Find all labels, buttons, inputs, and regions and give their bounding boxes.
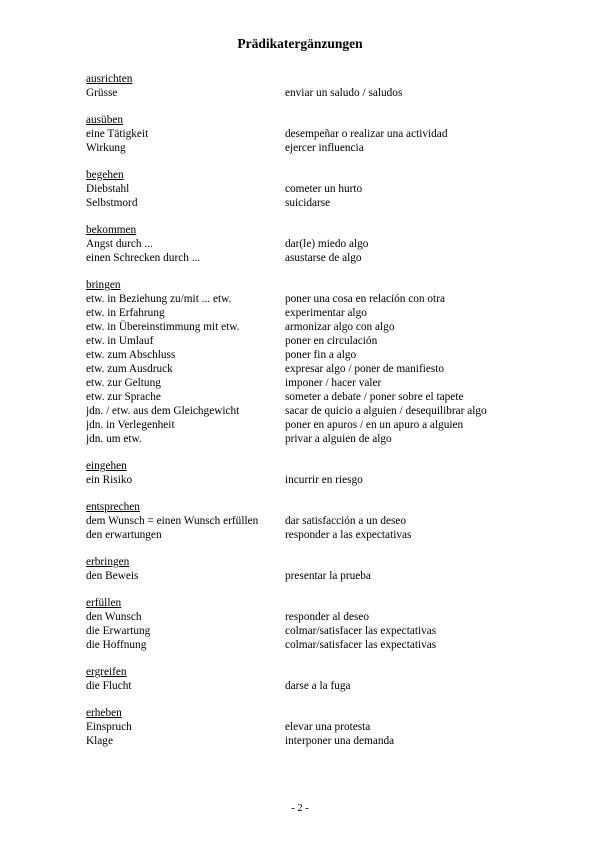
- spanish-translation: someter a debate / poner sobre el tapete: [285, 391, 464, 403]
- entry-row: [86, 624, 546, 638]
- entry-row: [86, 320, 546, 334]
- german-phrase: etw. zur Geltung: [86, 377, 161, 389]
- german-phrase: den Wunsch: [86, 611, 142, 623]
- german-phrase: Grüsse: [86, 87, 118, 99]
- spanish-translation: poner fin a algo: [285, 349, 357, 361]
- german-phrase: jdn. / etw. aus dem Gleichgewicht: [86, 405, 240, 417]
- spanish-translation: sacar de quicio a alguien / desequilibrar algo: [285, 405, 487, 417]
- entry-row: [86, 679, 546, 693]
- verb-section: [86, 665, 546, 693]
- verb-section: [86, 596, 546, 652]
- spanish-translation: poner en apuros / en un apuro a alguien: [285, 419, 464, 431]
- entry-row: [86, 734, 546, 748]
- german-phrase: Diebstahl: [86, 183, 130, 195]
- spanish-translation: presentar la prueba: [285, 570, 371, 582]
- german-phrase: Selbstmord: [86, 197, 138, 209]
- spanish-translation: ejercer influencia: [285, 142, 364, 154]
- verb-section: [86, 555, 546, 583]
- verb-heading: entsprechen: [86, 501, 140, 513]
- verb-heading: eingehen: [86, 460, 127, 472]
- entry-row: [86, 237, 546, 251]
- verb-section: [86, 278, 546, 446]
- verb-heading: begehen: [86, 169, 124, 181]
- verb-section: [86, 168, 546, 210]
- entry-row: [86, 196, 546, 210]
- entry-row: [86, 127, 546, 141]
- entry-row: [86, 348, 546, 362]
- entry-row: [86, 404, 546, 418]
- entry-row: [86, 473, 546, 487]
- verb-heading: bringen: [86, 279, 121, 291]
- entry-row: [86, 720, 546, 734]
- verb-section: [86, 459, 546, 487]
- verb-heading: ergreifen: [86, 666, 127, 678]
- spanish-translation: experimentar algo: [285, 307, 367, 319]
- entry-row: [86, 182, 546, 196]
- verb-heading: erheben: [86, 707, 122, 719]
- spanish-translation: enviar un saludo / saludos: [285, 87, 403, 99]
- entry-row: [86, 569, 546, 583]
- german-phrase: etw. in Beziehung zu/mit ... etw.: [86, 293, 232, 305]
- page-number: - 2 -: [291, 803, 309, 814]
- verb-heading: erbringen: [86, 556, 130, 568]
- entry-row: [86, 390, 546, 404]
- german-phrase: ein Risiko: [86, 474, 133, 486]
- entry-row: [86, 514, 546, 528]
- german-phrase: Wirkung: [86, 142, 126, 154]
- german-phrase: etw. zum Ausdruck: [86, 363, 173, 375]
- spanish-translation: incurrir en riesgo: [285, 474, 363, 486]
- entry-row: [86, 432, 546, 446]
- german-phrase: eine Tätigkeit: [86, 128, 149, 140]
- spanish-translation: colmar/satisfacer las expectativas: [285, 639, 437, 651]
- german-phrase: die Flucht: [86, 680, 132, 692]
- page-title: Prädikatergänzungen: [237, 36, 363, 51]
- verb-section: [86, 72, 546, 100]
- german-phrase: einen Schrecken durch ...: [86, 252, 201, 264]
- entry-row: [86, 306, 546, 320]
- spanish-translation: expresar algo / poner de manifiesto: [285, 363, 445, 375]
- german-phrase: jdn. in Verlegenheit: [86, 419, 175, 431]
- verb-heading: ausrichten: [86, 73, 133, 85]
- verb-heading: ausüben: [86, 114, 124, 126]
- spanish-translation: dar(le) miedo algo: [285, 238, 369, 250]
- entry-row: [86, 334, 546, 348]
- entry-row: [86, 86, 546, 100]
- verb-heading: erfüllen: [86, 597, 122, 609]
- spanish-translation: poner una cosa en relación con otra: [285, 293, 445, 305]
- entry-row: [86, 292, 546, 306]
- spanish-translation: cometer un hurto: [285, 183, 363, 195]
- german-phrase: etw. zum Abschluss: [86, 349, 176, 361]
- entry-row: [86, 141, 546, 155]
- entry-row: [86, 376, 546, 390]
- spanish-translation: darse a la fuga: [285, 680, 351, 692]
- german-phrase: Einspruch: [86, 721, 132, 733]
- german-phrase: die Erwartung: [86, 625, 151, 637]
- spanish-translation: privar a alguien de algo: [285, 433, 392, 445]
- spanish-translation: suicidarse: [285, 197, 331, 209]
- entry-row: [86, 528, 546, 542]
- verb-section: [86, 223, 546, 265]
- spanish-translation: armonizar algo con algo: [285, 321, 395, 333]
- entry-row: [86, 418, 546, 432]
- german-phrase: etw. in Umlauf: [86, 335, 154, 347]
- german-phrase: etw. zur Sprache: [86, 391, 161, 403]
- spanish-translation: elevar una protesta: [285, 721, 371, 733]
- vocabulary-list: [86, 72, 546, 761]
- verb-heading: bekommen: [86, 224, 137, 236]
- german-phrase: etw. in Erfahrung: [86, 307, 165, 319]
- german-phrase: Angst durch ...: [86, 238, 153, 250]
- entry-row: [86, 610, 546, 624]
- spanish-translation: responder a las expectativas: [285, 529, 412, 541]
- german-phrase: etw. in Übereinstimmung mit etw.: [86, 321, 240, 333]
- spanish-translation: interponer una demanda: [285, 735, 395, 747]
- verb-section: [86, 113, 546, 155]
- spanish-translation: asustarse de algo: [285, 252, 362, 264]
- entry-row: [86, 638, 546, 652]
- spanish-translation: dar satisfacción a un deseo: [285, 515, 407, 527]
- german-phrase: die Hoffnung: [86, 639, 147, 651]
- spanish-translation: imponer / hacer valer: [285, 377, 382, 389]
- verb-section: [86, 500, 546, 542]
- entry-row: [86, 362, 546, 376]
- german-phrase: Klage: [86, 735, 113, 747]
- verb-section: [86, 706, 546, 748]
- spanish-translation: colmar/satisfacer las expectativas: [285, 625, 437, 637]
- german-phrase: dem Wunsch = einen Wunsch erfüllen: [86, 515, 259, 527]
- german-phrase: den erwartungen: [86, 529, 162, 541]
- spanish-translation: poner en circulación: [285, 335, 378, 347]
- german-phrase: den Beweis: [86, 570, 139, 582]
- entry-row: [86, 251, 546, 265]
- german-phrase: jdn. um etw.: [86, 433, 142, 445]
- spanish-translation: desempeñar o realizar una actividad: [285, 128, 448, 140]
- spanish-translation: responder al deseo: [285, 611, 370, 623]
